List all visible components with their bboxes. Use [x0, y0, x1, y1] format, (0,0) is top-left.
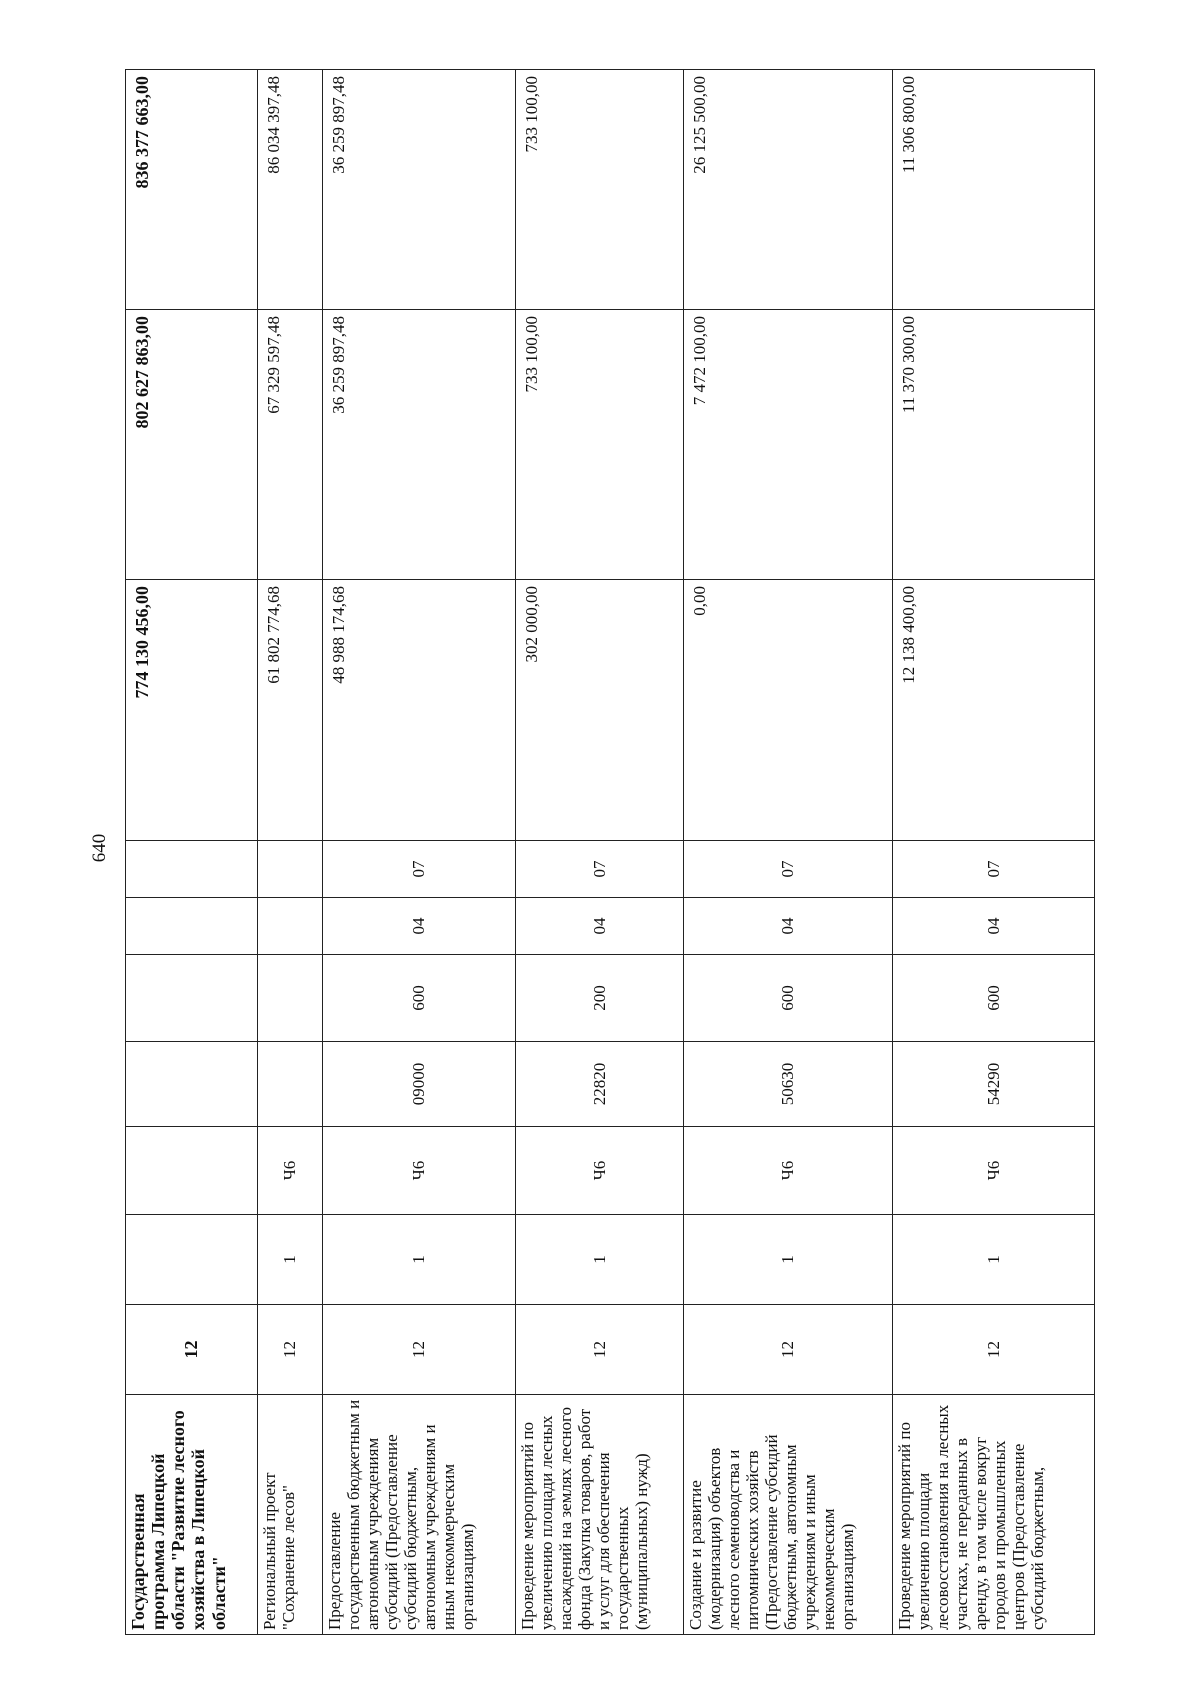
- code-cell: [126, 955, 258, 1042]
- row-name: Предоставление государственным бюджетным и автономным учреждениям субсидий (Предоставление субсидий бюджетным, автономным учреждениям и иным некоммерческим организациям): [323, 1395, 516, 1635]
- budget-table-container: [125, 70, 1094, 1635]
- code-cell: Ч6: [684, 1127, 893, 1215]
- table-row: [516, 70, 684, 1635]
- budget-table: [125, 69, 1095, 1635]
- amount-cell: 802 627 863,00: [126, 310, 258, 580]
- table-row: [893, 70, 1095, 1635]
- code-cell: 09000: [323, 1042, 516, 1127]
- amount-cell: 67 329 597,48: [258, 310, 323, 580]
- code-cell: 600: [684, 955, 893, 1042]
- amount-cell: 836 377 663,00: [126, 70, 258, 310]
- code-cell: [126, 1042, 258, 1127]
- code-cell: [126, 841, 258, 898]
- amount-cell: 26 125 500,00: [684, 70, 893, 310]
- code-cell: 22820: [516, 1042, 684, 1127]
- amount-cell: 302 000,00: [516, 580, 684, 841]
- row-name: Проведение мероприятий по увеличению площади лесовосстановления на лесных участках, не переданных в аренду, в том числе вокруг городов и промышленных центров (Предоставление субсидий бюджетным,: [893, 1395, 1095, 1635]
- table-row: [258, 70, 323, 1635]
- code-cell: 1: [258, 1215, 323, 1305]
- code-cell: [126, 1127, 258, 1215]
- row-name: Государственная программа Липецкой области "Развитие лесного хозяйства в Липецкой области": [126, 1395, 258, 1635]
- code-cell: 12: [258, 1305, 323, 1395]
- code-cell: 07: [516, 841, 684, 898]
- amount-cell: 36 259 897,48: [323, 310, 516, 580]
- code-cell: 07: [323, 841, 516, 898]
- row-name: Проведение мероприятий по увеличению площади лесных насаждений на землях лесного фонда (Закупка товаров, работ и услуг для обеспечения государственных (муниципальных) нужд): [516, 1395, 684, 1635]
- code-cell: 1: [323, 1215, 516, 1305]
- code-cell: 54290: [893, 1042, 1095, 1127]
- code-cell: 12: [516, 1305, 684, 1395]
- code-cell: [258, 1042, 323, 1127]
- code-cell: [126, 898, 258, 955]
- amount-cell: 7 472 100,00: [684, 310, 893, 580]
- amount-cell: 12 138 400,00: [893, 580, 1095, 841]
- row-name: Региональный проект "Сохранение лесов": [258, 1395, 323, 1635]
- amount-cell: 733 100,00: [516, 310, 684, 580]
- code-cell: 50630: [684, 1042, 893, 1127]
- code-cell: 1: [516, 1215, 684, 1305]
- code-cell: Ч6: [516, 1127, 684, 1215]
- code-cell: [258, 955, 323, 1042]
- code-cell: 04: [323, 898, 516, 955]
- code-cell: 07: [684, 841, 893, 898]
- code-cell: 04: [893, 898, 1095, 955]
- code-cell: Ч6: [258, 1127, 323, 1215]
- amount-cell: 61 802 774,68: [258, 580, 323, 841]
- code-cell: 04: [684, 898, 893, 955]
- code-cell: 12: [126, 1305, 258, 1395]
- table-row: [126, 70, 258, 1635]
- amount-cell: 11 370 300,00: [893, 310, 1095, 580]
- amount-cell: 11 306 800,00: [893, 70, 1095, 310]
- rotated-table-frame: [125, 70, 1094, 1635]
- code-cell: 600: [323, 955, 516, 1042]
- amount-cell: 0,00: [684, 580, 893, 841]
- code-cell: 04: [516, 898, 684, 955]
- code-cell: 1: [684, 1215, 893, 1305]
- code-cell: 12: [684, 1305, 893, 1395]
- row-name: Создание и развитие (модернизация) объектов лесного семеноводства и питомнических хозяйств (Предоставление субсидий бюджетным, автономным учреждениям и иным некоммерческим организациям): [684, 1395, 893, 1635]
- amount-cell: 86 034 397,48: [258, 70, 323, 310]
- table-row: [684, 70, 893, 1635]
- code-cell: 1: [893, 1215, 1095, 1305]
- code-cell: Ч6: [893, 1127, 1095, 1215]
- code-cell: 07: [893, 841, 1095, 898]
- code-cell: [126, 1215, 258, 1305]
- page-number: 640: [89, 833, 110, 863]
- code-cell: 200: [516, 955, 684, 1042]
- code-cell: 12: [893, 1305, 1095, 1395]
- code-cell: [258, 898, 323, 955]
- amount-cell: 774 130 456,00: [126, 580, 258, 841]
- code-cell: Ч6: [323, 1127, 516, 1215]
- amount-cell: 36 259 897,48: [323, 70, 516, 310]
- table-row: [323, 70, 516, 1635]
- amount-cell: 48 988 174,68: [323, 580, 516, 841]
- code-cell: 600: [893, 955, 1095, 1042]
- code-cell: 12: [323, 1305, 516, 1395]
- amount-cell: 733 100,00: [516, 70, 684, 310]
- code-cell: [258, 841, 323, 898]
